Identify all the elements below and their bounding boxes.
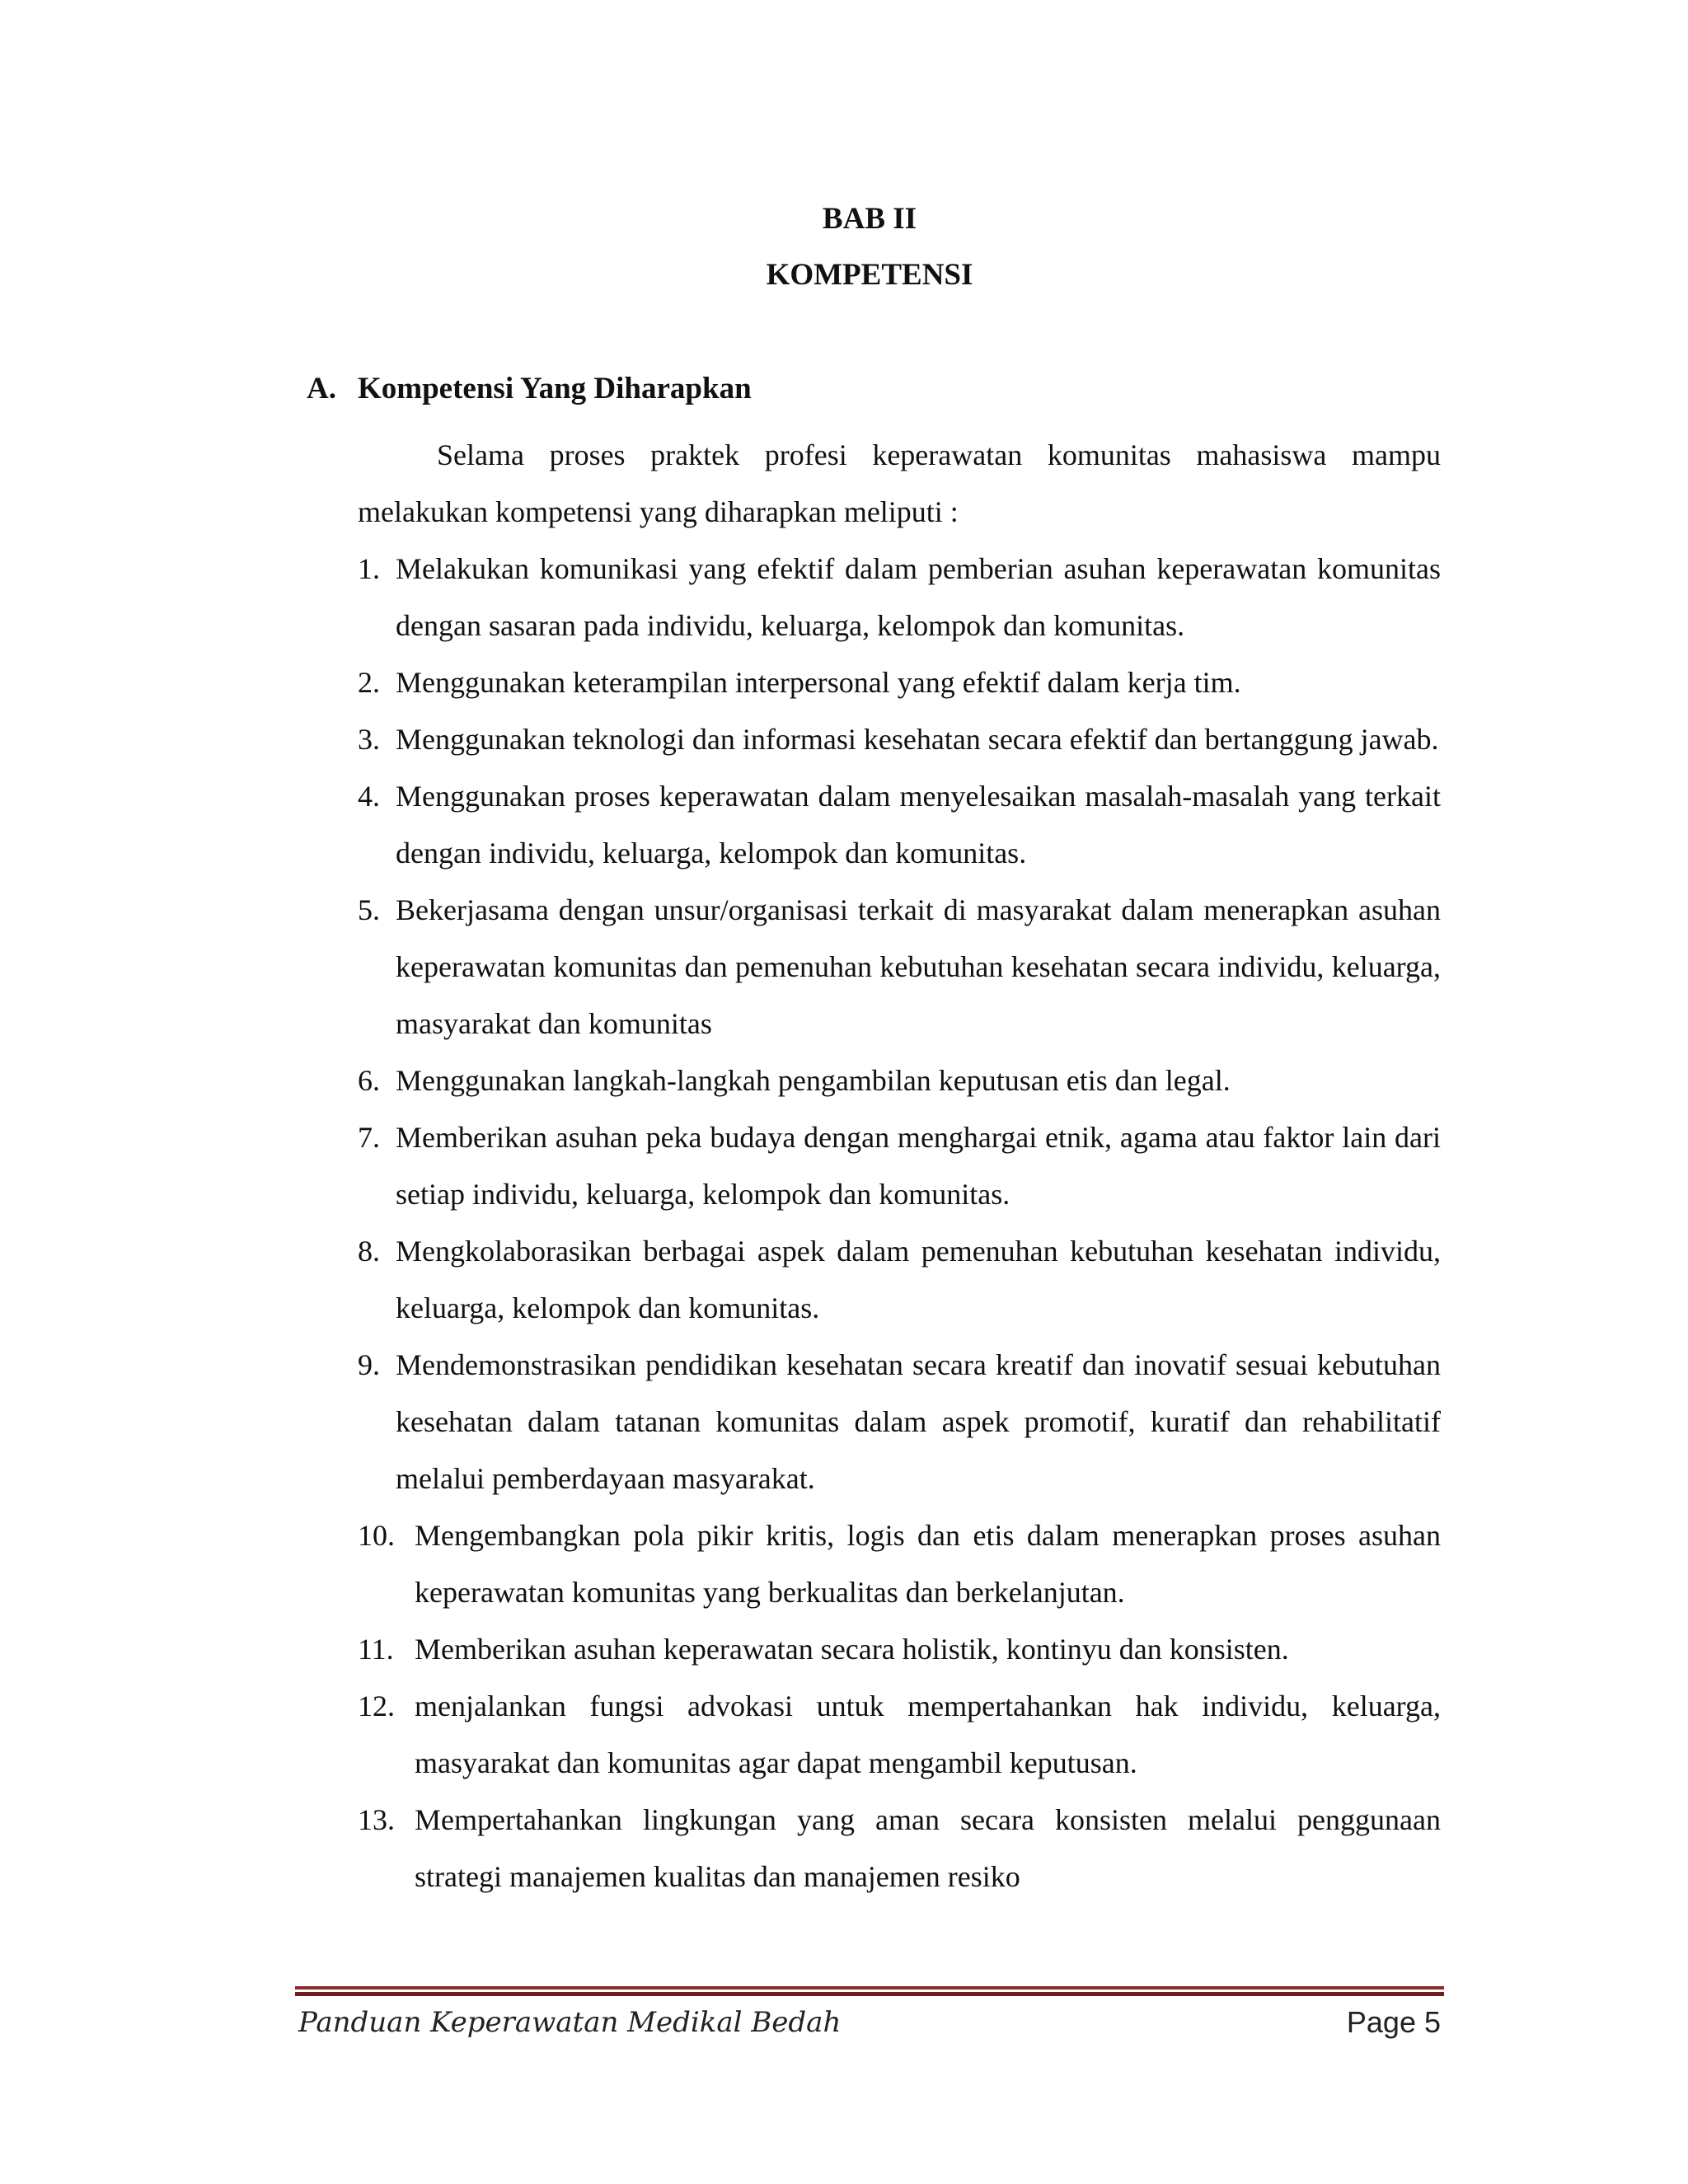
list-item [0,882,1441,1052]
list-item-text: menjalankan fungsi advokasi untuk mempertahankan hak individu, keluarga, masyarakat dan komunitas agar dapat mengambil keputusan. [415,1690,1441,1779]
list-item [0,541,1441,654]
list-item-number: 2. [358,666,380,699]
list-item [0,1109,1441,1223]
list-item [0,768,1441,882]
section-heading [307,371,752,407]
list-item [0,1678,1441,1792]
list-item-text: Mempertahankan lingkungan yang aman secara konsisten melalui penggunaan strategi manajemen kualitas dan manajemen resiko [415,1803,1441,1893]
list-item-text: Menggunakan keterampilan interpersonal yang efektif dalam kerja tim. [396,666,1241,699]
list-item-text: Mendemonstrasikan pendidikan kesehatan secara kreatif dan inovatif sesuai kebutuhan kesehatan dalam tatanan komunitas dalam aspek promotif, kuratif dan rehabilitatif melalui pemberdayaan masyarakat. [396,1348,1441,1495]
list-item [0,1792,1441,1905]
list-item-text: Menggunakan langkah-langkah pengambilan keputusan etis dan legal. [396,1064,1231,1097]
section-heading-text: Kompetensi Yang Diharapkan [358,372,752,405]
intro-paragraph: Selama proses praktek profesi keperawatan komunitas mahasiswa mampu melakukan kompetensi yang diharapkan meliputi : [358,438,1441,528]
list-item-text: Mengkolaborasikan berbagai aspek dalam pemenuhan kebutuhan kesehatan individu, keluarga, kelompok dan komunitas. [396,1235,1441,1324]
list-item-number: 9. [358,1348,380,1381]
list-item-text: Menggunakan teknologi dan informasi kesehatan secara efektif dan bertanggung jawab. [396,723,1439,756]
list-item-text: Mengembangkan pola pikir kritis, logis dan etis dalam menerapkan proses asuhan keperawatan komunitas yang berkualitas dan berkelanjutan. [415,1519,1441,1609]
list-item-number: 11. [358,1633,394,1666]
list-item-number: 7. [358,1121,380,1154]
list-item [0,1337,1441,1507]
list-item-number: 13. [358,1803,395,1836]
footer-divider-line [295,1986,1444,1990]
list-item-number: 10. [358,1519,395,1552]
list-item-number: 5. [358,893,380,926]
list-item-text: Memberikan asuhan keperawatan secara holistik, kontinyu dan konsisten. [415,1633,1289,1666]
list-item [0,654,1441,711]
list-item-number: 1. [358,552,380,585]
chapter-title: KOMPETENSI [766,258,973,292]
chapter-number: BAB II [822,202,917,236]
footer-divider-line [295,1992,1444,1996]
list-item-text: Menggunakan proses keperawatan dalam menyelesaikan masalah-masalah yang terkait dengan individu, keluarga, kelompok dan komunitas. [396,780,1441,869]
section-letter: A. [307,372,336,405]
list-item-text: Memberikan asuhan peka budaya dengan menghargai etnik, agama atau faktor lain dari setiap individu, keluarga, kelompok dan komunitas. [396,1121,1441,1211]
list-item-number: 4. [358,780,380,813]
footer-divider [295,1986,1444,1998]
list-item [0,711,1441,768]
footer-document-title: Panduan Keperawatan Medikal Bedah [298,2006,842,2039]
footer-page-number: Page 5 [1346,2005,1441,2039]
list-item [0,1621,1441,1678]
list-item-text: Melakukan komunikasi yang efektif dalam pemberian asuhan keperawatan komunitas dengan sasaran pada individu, keluarga, kelompok dan komunitas. [396,552,1441,642]
list-item [0,1223,1441,1337]
list-item-number: 8. [358,1235,380,1268]
list-item-text: Bekerjasama dengan unsur/organisasi terkait di masyarakat dalam menerapkan asuhan keperawatan komunitas dan pemenuhan kebutuhan kesehatan secara individu, keluarga, masyarakat dan komunitas [396,893,1441,1040]
list-item-number: 12. [358,1690,395,1722]
list-item-number: 3. [358,723,380,756]
list-item [0,1052,1441,1109]
competency-list [0,541,1688,1905]
list-item-number: 6. [358,1064,380,1097]
list-item [0,1507,1441,1621]
